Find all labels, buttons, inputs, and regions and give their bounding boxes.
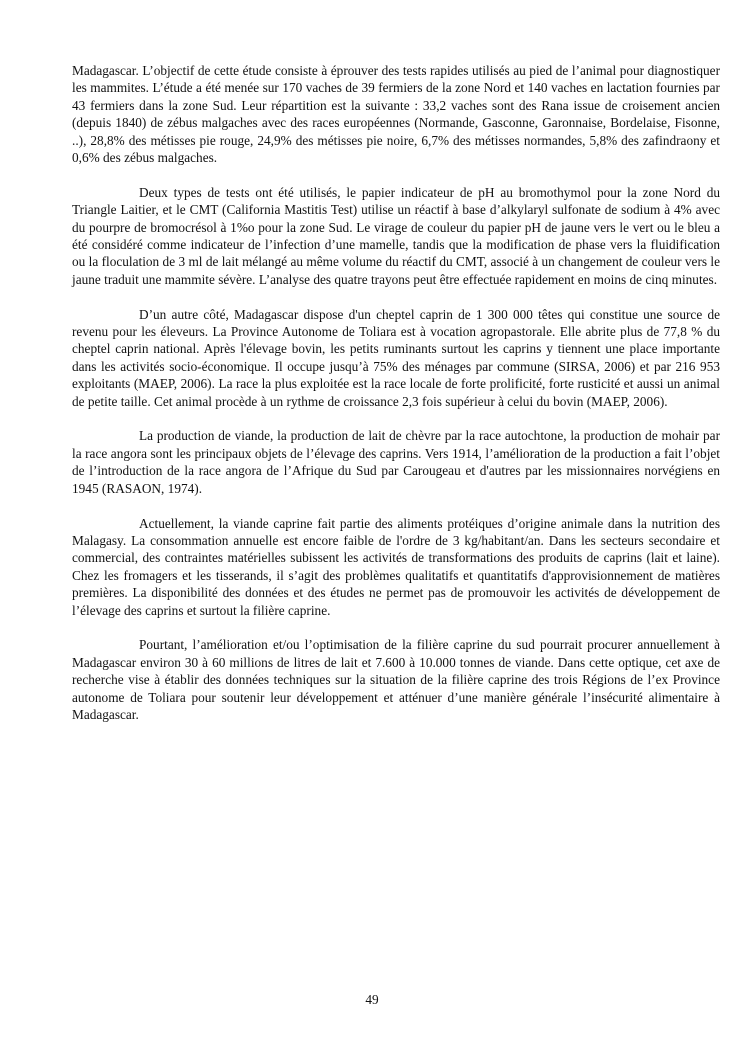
paragraph-4: La production de viande, la production de lait de chèvre par la race autochtone, la production de mohair par la race angora sont les principaux objets de l’élevage des caprins. Vers 1914, l’amélioration de la production a fait l’objet de l’introduction de la race angora de l’Afrique du Sud par Carougeau et d'autres par les missionnaires norvégiens en 1945 (RASAON, 1974). <box>72 428 720 496</box>
paragraph-6: Pourtant, l’amélioration et/ou l’optimisation de la filière caprine du sud pourrait procurer annuellement à Madagascar environ 30 à 60 millions de litres de lait et 7.600 à 10.000 tonnes de viande. Dans cette optique, cet axe de recherche vise à établir des données techniques sur la situation de la filière caprine des trois Régions de l’ex Province autonome de Toliara pour soutenir leur développement et atténuer d’une manière générale l’insécurité alimentaire à Madagascar. <box>72 637 720 722</box>
paragraph-1: Madagascar. L’objectif de cette étude consiste à éprouver des tests rapides utilisés au pied de l’animal pour diagnostiquer les mammites. L’étude a été menée sur 170 vaches de 39 fermiers de la zone Nord et 140 vaches en lactation fournies par 43 fermiers dans la zone Sud. Leur répartition est la suivante : 33,2 vaches sont des Rana issue de croisement ancien (depuis 1840) de zébus malgaches avec des races européennes (Normande, Gasconne, Garonnaise, Bordelaise, Fisonne, ..), 28,8% des métisses pie rouge, 24,9% des métisses pie noire, 6,7% des métisses normandes, 5,8% des zafindraony et 0,6% des zébus malgaches. <box>72 63 720 166</box>
paragraph-2: Deux types de tests ont été utilisés, le papier indicateur de pH au bromothymol pour la zone Nord du Triangle Laitier, et le CMT (California Mastitis Test) utilise un réactif à base d’alkylaryl sulfonate de sodium à 4% avec du pourpre de bromocrésol à 1%o pour la zone Sud. Le virage de couleur du papier pH de jaune vers le vert ou le bleu a été considéré comme indicateur de l’infection d’une mamelle, tandis que la modification de phase vers la fluidification ou la floculation de 3 ml de lait mélangé au même volume du réactif du CMT, associé à un changement de couleur vers le jaune traduit une mammite sévère. L’analyse des quatre trayons peut être effectuée rapidement en moins de cinq minutes. <box>72 184 720 287</box>
paragraph-5: Actuellement, la viande caprine fait partie des aliments protéiques d’origine animale dans la nutrition des Malagasy. La consommation annuelle est encore faible de l'ordre de 3 kg/habitant/an. Dans les secteurs secondaire et commercial, des contraintes matérielles subissent les activités de transformations des produits de caprins (lait et laine). Chez les fromagers et les tisserands, il s’agit des problèmes qualitatifs et quantitatifs d'approvisionnement de matières premières. La disponibilité des données et des études ne permet pas de promouvoir les activités de développement de l’élevage des caprins et surtout la filière caprine. <box>72 515 720 618</box>
document-body <box>72 62 720 723</box>
page-number: 49 <box>365 992 379 1007</box>
paragraph-3: D’un autre côté, Madagascar dispose d'un cheptel caprin de 1 300 000 têtes qui constitue une source de revenu pour les éleveurs. La Province Autonome de Toliara est à vocation agropastorale. Elle abrite plus de 77,8 % du cheptel caprin national. Après l'élevage bovin, les petits ruminants surtout les caprins y tiennent une place importante dans les activités socio-économique. Il occupe jusqu’à 75% des ménages par commune (SIRSA, 2006) et par 216 953 exploitants (MAEP, 2006). La race la plus exploitée est la race locale de forte prolificité, forte rusticité et aussi un animal de petite taille. Cet animal procède à un rythme de croissance 2,3 fois supérieur à celui du bovin (MAEP, 2006). <box>72 306 720 409</box>
